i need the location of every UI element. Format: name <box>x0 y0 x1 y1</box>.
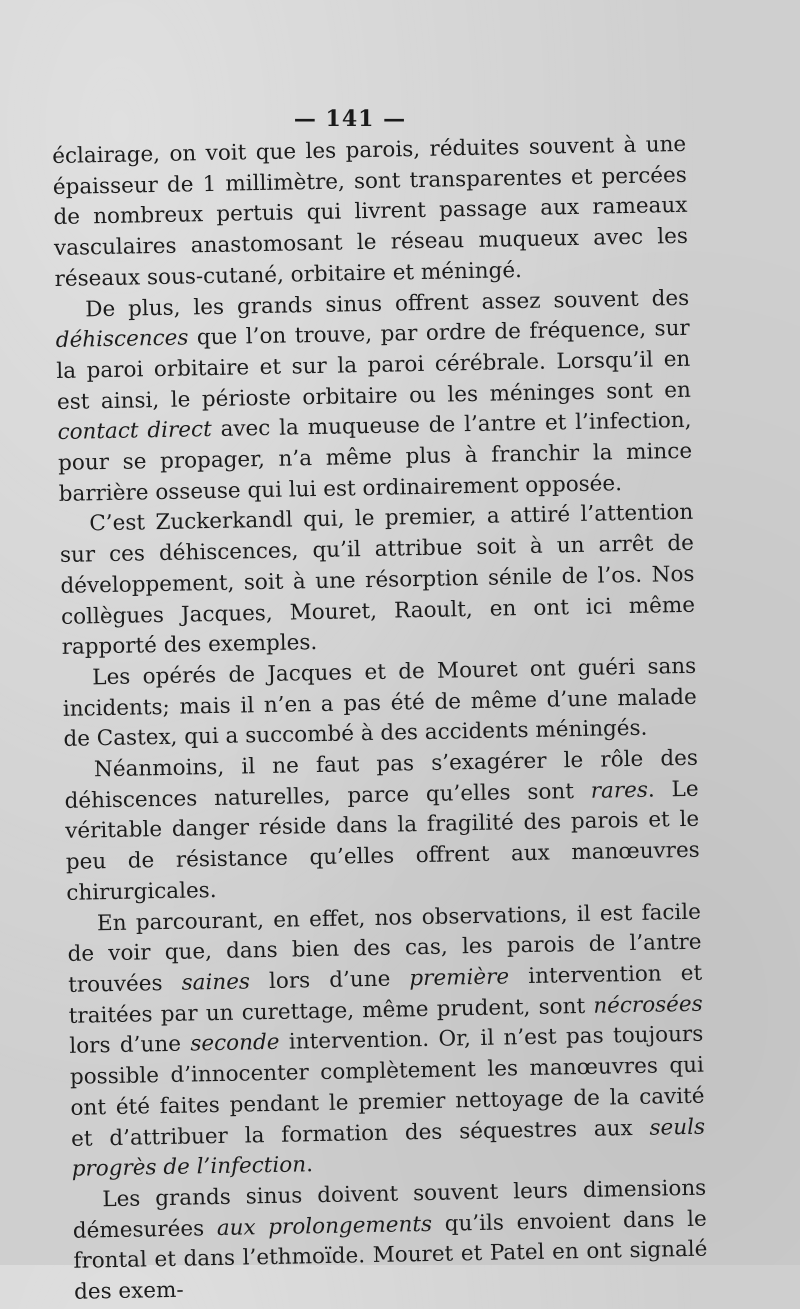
text-run: Les opérés de Jacques et de Mouret ont guéri sans incidents; mais il n’en a pas été de même d’une malade de Castex, qui a succombé à des accidents méningés. <box>62 653 698 753</box>
paragraph-2 <box>55 283 693 510</box>
paragraph-3 <box>59 498 696 664</box>
body-text <box>52 130 708 1309</box>
text-run: lors d’une <box>249 966 410 995</box>
paragraph-5 <box>64 744 701 910</box>
text-run: . Le véritable danger réside dans la fragilité des parois et le peu de résistance qu’elles offrent aux manœuvres chirurgicales. <box>65 776 700 906</box>
text-run: De plus, les grands sinus offrent assez souvent des <box>84 285 690 322</box>
text-run: qu’ils envoient dans le frontal et dans l’ethmoïde. Mouret et Patel en ont signalé des exem- <box>73 1206 708 1305</box>
italic-run: saines <box>181 969 251 996</box>
text-run: Les grands sinus doivent souvent leurs dimensions démesurées <box>72 1175 707 1244</box>
italic-run: rares <box>590 777 649 804</box>
text-run: Néanmoins, il ne faut pas s’exagérer le rôle des déhiscences naturelles, parce qu’elles sont <box>64 745 699 814</box>
text-run: que l’on trouve, par ordre de fréquence, sur la paroi orbitaire et sur la paroi cérébrale. Lorsqu’il en est ainsi, le périoste orbitaire ou les méninges sont en <box>56 316 692 415</box>
text-run: C’est Zuckerkandl qui, le premier, a attiré l’attention sur ces déhiscences, qu’il attribue soit à un arrêt de développement, soit à une résorption sénile de l’os. Nos collègues Jacques, Mouret, Raoult, en ont ici même rapporté des exemples. <box>59 500 696 661</box>
italic-run: première <box>409 964 510 992</box>
italic-run: seconde <box>190 1030 280 1057</box>
italic-run: contact direct <box>57 417 212 446</box>
text-run: avec la muqueuse de l’antre et l’infection, pour se propager, n’a même plus à franchir la mince barrière osseuse qui lui est ordinairement opposée. <box>57 408 693 507</box>
text-run: . <box>305 1152 314 1178</box>
italic-run: aux prolongements <box>216 1211 433 1241</box>
text-run: En parcourant, en effet, nos observations, il est facile de voir que, dans bien des cas, les parois de l’antre trouvées <box>67 899 702 998</box>
text-run: éclairage, on voit que les parois, réduites souvent à une épaisseur de 1 millimètre, sont transparentes et percées de nombreux pertuis qui livrent passage aux rameaux vasculaires anastomosant le réseau muqueux avec les réseaux sous-cutané, orbitaire et méningé. <box>52 131 689 292</box>
italic-run: déhiscences <box>55 325 189 354</box>
paragraph-6 <box>67 897 706 1185</box>
text-run: intervention et traitées par un curettage, même prudent, sont <box>68 960 703 1029</box>
paragraph-7 <box>72 1174 708 1309</box>
page-number: — 141 — <box>293 106 407 132</box>
italic-run: seuls progrès de l’infection <box>71 1114 706 1183</box>
paragraph-4 <box>62 652 698 756</box>
italic-run: nécrosées <box>593 991 703 1019</box>
paragraph-1 <box>52 130 689 296</box>
text-run: lors d’une <box>69 1031 191 1060</box>
text-run: intervention. Or, il n’est pas toujours possible d’innocenter complètement les manœuvres qui ont été faites pendant le premier nettoyage de la cavité et d’attribuer la formation des séquestres aux <box>69 1022 705 1152</box>
